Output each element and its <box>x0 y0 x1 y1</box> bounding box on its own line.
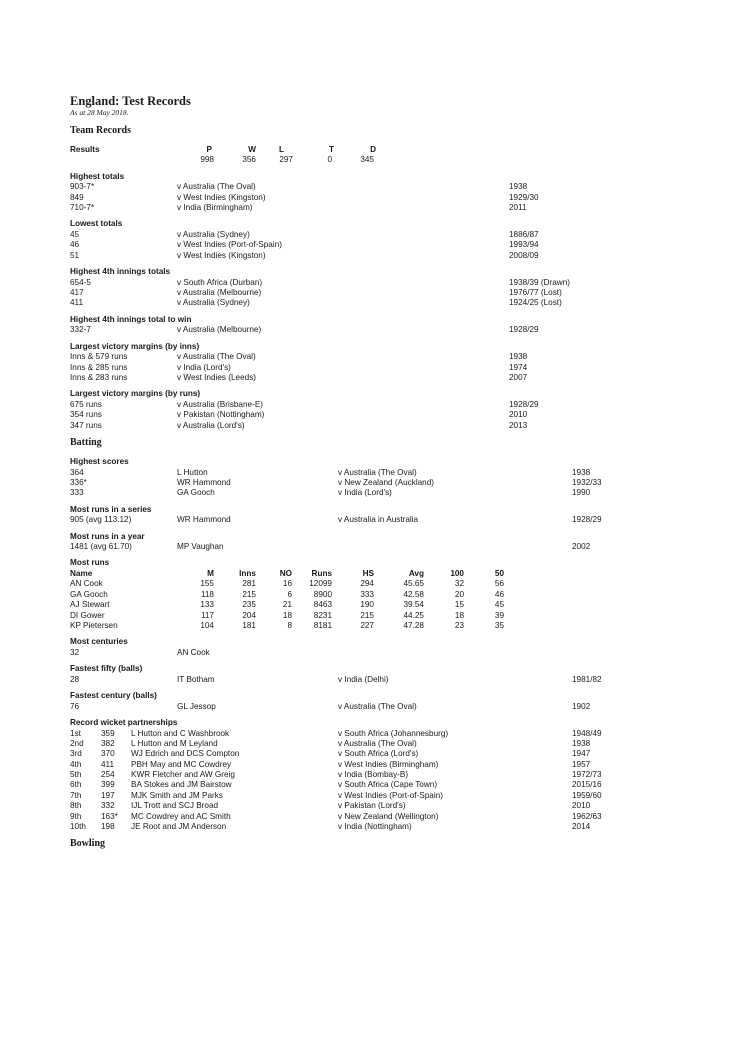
section-heading: Most runs in a series <box>70 504 152 514</box>
section-heading: Largest victory margins (by runs) <box>70 389 201 399</box>
cell-inns: 235 <box>242 600 256 610</box>
cell-name: DI Gower <box>70 610 105 620</box>
section-heading: Most centuries <box>70 637 128 647</box>
col-runs: Runs <box>311 568 332 578</box>
cell-name: GA Gooch <box>70 589 108 599</box>
record-year: 1938 <box>509 182 528 192</box>
record-opponent: v Pakistan (Nottingham) <box>177 410 265 420</box>
partnership-opponent: v Pakistan (Lord's) <box>338 801 406 811</box>
partnerships-section <box>70 718 690 832</box>
partnership-opponent: v India (Bombay-B) <box>338 770 409 780</box>
record-score: 336* <box>70 477 87 487</box>
cell-no: 21 <box>282 600 292 610</box>
team-records-heading: Team Records <box>70 125 132 136</box>
record-row <box>70 182 690 192</box>
victory-runs-section <box>70 389 690 431</box>
partnership-players: BA Stokes and JM Bairstow <box>131 780 232 790</box>
cell-m: 133 <box>200 600 214 610</box>
record-score: 45 <box>70 229 80 239</box>
partnership-wicket: 6th <box>70 780 82 790</box>
cell-runs: 8181 <box>313 620 332 630</box>
partnership-players: MJK Smith and JM Parks <box>131 790 223 800</box>
cell-avg: 42.58 <box>403 589 424 599</box>
record-year: 1938 <box>509 352 528 362</box>
lowest-totals-section <box>70 219 690 261</box>
cell-runs: 8231 <box>313 610 332 620</box>
record-opponent: v Australia (Sydney) <box>177 298 250 308</box>
record-opponent: v New Zealand (Auckland) <box>338 477 435 487</box>
results-d: 345 <box>360 155 374 165</box>
cell-no: 18 <box>282 610 292 620</box>
record-year: 1928/29 <box>509 399 539 409</box>
record-row <box>70 400 690 410</box>
section-heading: Most runs <box>70 558 110 568</box>
section-heading: Record wicket partnerships <box>70 718 178 727</box>
cell-m: 117 <box>200 610 214 620</box>
record-opponent: v Australia (The Oval) <box>177 352 256 362</box>
record-opponent: v Australia (Melbourne) <box>177 288 262 298</box>
record-score: 332-7 <box>70 325 91 335</box>
record-opponent: v Australia (Sydney) <box>177 229 250 239</box>
cell-hs: 215 <box>360 610 374 620</box>
cell-100: 18 <box>454 610 464 620</box>
record-year: 2002 <box>572 542 591 552</box>
record-row <box>70 468 690 478</box>
results-l: 297 <box>279 155 293 165</box>
partnership-runs: 197 <box>101 790 115 800</box>
partnership-players: KWR Fletcher and AW Greig <box>131 770 235 780</box>
record-row <box>70 702 690 712</box>
partnership-row <box>70 791 690 801</box>
results-values-row <box>70 155 690 165</box>
record-year: 1928/29 <box>572 515 602 525</box>
partnership-wicket: 2nd <box>70 738 84 748</box>
record-year: 2007 <box>509 372 528 382</box>
cell-avg: 39.54 <box>403 600 424 610</box>
partnership-opponent: v Australia (The Oval) <box>338 738 417 748</box>
section-heading: Highest scores <box>70 457 129 467</box>
col-name: Name <box>70 568 93 578</box>
record-score: 903-7* <box>70 182 95 192</box>
partnership-players: L Hutton and C Washbrook <box>131 728 230 738</box>
record-opponent: v Australia (The Oval) <box>338 467 417 477</box>
record-player: L Hutton <box>177 467 208 477</box>
partnership-row <box>70 812 690 822</box>
record-score: Inns & 579 runs <box>70 352 128 362</box>
col-m: M <box>207 568 214 578</box>
highest-4th-innings-section <box>70 267 690 309</box>
cell-inns: 215 <box>242 589 256 599</box>
table-row <box>70 621 690 631</box>
record-opponent: v India (Lord's) <box>338 488 392 498</box>
record-year: 1902 <box>572 701 591 711</box>
partnership-year: 2010 <box>572 801 591 811</box>
record-row <box>70 542 690 552</box>
record-score: Inns & 283 runs <box>70 372 128 382</box>
record-score: 354 runs <box>70 410 102 420</box>
partnership-row <box>70 801 690 811</box>
cell-hs: 190 <box>360 600 374 610</box>
cell-50: 46 <box>494 589 504 599</box>
record-year: 1976/77 (Lost) <box>509 288 562 298</box>
partnership-runs: 382 <box>101 738 115 748</box>
partnership-players: L Hutton and M Leyland <box>131 738 218 748</box>
partnership-row <box>70 822 690 832</box>
partnership-year: 1962/63 <box>572 811 602 821</box>
cell-50: 35 <box>494 620 504 630</box>
partnership-wicket: 8th <box>70 801 82 811</box>
partnership-opponent: v West Indies (Port-of-Spain) <box>338 790 443 800</box>
cell-m: 155 <box>200 579 214 589</box>
partnership-year: 2015/16 <box>572 780 602 790</box>
partnership-row <box>70 739 690 749</box>
record-score: 76 <box>70 701 80 711</box>
partnership-row <box>70 780 690 790</box>
partnership-wicket: 1st <box>70 728 81 738</box>
section-heading: Fastest century (balls) <box>70 691 157 701</box>
table-row <box>70 579 690 589</box>
record-score: 417 <box>70 288 84 298</box>
record-year: 2008/09 <box>509 250 539 260</box>
record-row <box>70 373 690 383</box>
record-year: 1932/33 <box>572 477 602 487</box>
record-row <box>70 478 690 488</box>
partnership-runs: 254 <box>101 770 115 780</box>
record-player: MP Vaughan <box>177 542 224 552</box>
cell-hs: 227 <box>360 620 374 630</box>
section-heading: Highest totals <box>70 171 125 181</box>
cell-runs: 8900 <box>313 589 332 599</box>
cell-50: 39 <box>494 610 504 620</box>
partnership-players: WJ Edrich and DCS Compton <box>131 749 240 759</box>
section-heading: Fastest fifty (balls) <box>70 664 143 674</box>
cell-runs: 8463 <box>313 600 332 610</box>
cell-no: 8 <box>287 620 292 630</box>
cell-50: 45 <box>494 600 504 610</box>
record-score: 364 <box>70 467 84 477</box>
cell-name: AN Cook <box>70 579 103 589</box>
partnership-year: 1948/49 <box>572 728 602 738</box>
cell-100: 15 <box>454 600 464 610</box>
cell-name: AJ Stewart <box>70 600 110 610</box>
results-w: 356 <box>242 155 256 165</box>
record-player: WR Hammond <box>177 515 231 525</box>
record-score: 710-7* <box>70 203 95 213</box>
record-row <box>70 325 690 335</box>
section-heading: Largest victory margins (by inns) <box>70 341 200 351</box>
record-row <box>70 515 690 525</box>
record-year: 1928/29 <box>509 325 539 335</box>
as-at-date: As at 28 May 2018. <box>70 108 129 117</box>
record-opponent: v Australia in Australia <box>338 515 419 525</box>
record-opponent: v India (Lord's) <box>177 362 231 372</box>
record-year: 1938/39 (Drawn) <box>509 277 570 287</box>
cell-100: 23 <box>454 620 464 630</box>
record-row <box>70 203 690 213</box>
record-row <box>70 363 690 373</box>
cell-hs: 294 <box>360 579 374 589</box>
record-year: 1990 <box>572 488 591 498</box>
table-row <box>70 600 690 610</box>
record-row <box>70 352 690 362</box>
record-year: 1886/87 <box>509 229 539 239</box>
record-year: 2010 <box>509 410 528 420</box>
results-label: Results <box>70 145 100 154</box>
record-opponent: v India (Delhi) <box>338 674 389 684</box>
cell-no: 6 <box>287 589 292 599</box>
partnership-year: 1947 <box>572 749 591 759</box>
partnership-year: 1972/73 <box>572 770 602 780</box>
section-heading: Most runs in a year <box>70 531 145 541</box>
cell-100: 20 <box>454 589 464 599</box>
record-row <box>70 421 690 431</box>
results-col-l: L <box>278 145 284 154</box>
cell-inns: 181 <box>242 620 256 630</box>
record-opponent: v Australia (Melbourne) <box>177 325 262 335</box>
record-score: 654-5 <box>70 277 91 287</box>
cell-m: 118 <box>200 589 214 599</box>
results-col-w: W <box>248 145 256 154</box>
record-player: GL Jessop <box>177 701 216 711</box>
partnership-runs: 411 <box>101 759 115 769</box>
col-hs: HS <box>362 568 374 578</box>
cell-runs: 12099 <box>309 579 332 589</box>
record-row <box>70 488 690 498</box>
cell-inns: 281 <box>242 579 256 589</box>
partnership-row <box>70 749 690 759</box>
partnership-runs: 163* <box>101 811 118 821</box>
cell-50: 56 <box>494 579 504 589</box>
fastest-century-section <box>70 691 690 712</box>
most-runs-series-section <box>70 505 690 526</box>
record-row <box>70 298 690 308</box>
record-year: 1981/82 <box>572 674 602 684</box>
cell-no: 16 <box>282 579 292 589</box>
partnership-runs: 332 <box>101 801 115 811</box>
record-score: 347 runs <box>70 420 102 430</box>
partnership-players: MC Cowdrey and AC Smith <box>131 811 231 821</box>
col-100: 100 <box>450 568 464 578</box>
partnership-players: PBH May and MC Cowdrey <box>131 759 232 769</box>
record-player: GA Gooch <box>177 488 215 498</box>
partnership-runs: 399 <box>101 780 115 790</box>
bowling-heading: Bowling <box>70 838 106 850</box>
results-p: 998 <box>200 155 214 165</box>
record-score: 411 <box>70 298 84 308</box>
cell-inns: 204 <box>242 610 256 620</box>
record-opponent: v Australia (Lord's) <box>177 420 245 430</box>
record-score: 849 <box>70 192 84 202</box>
record-opponent: v West Indies (Leeds) <box>177 372 257 382</box>
record-score: 905 (avg 113.12) <box>70 515 132 525</box>
record-opponent: v Australia (Brisbane-E) <box>177 399 264 409</box>
results-col-t: T <box>328 145 334 154</box>
record-year: 1974 <box>509 362 528 372</box>
cell-100: 32 <box>454 579 464 589</box>
record-opponent: v West Indies (Kingston) <box>177 250 266 260</box>
record-opponent: v West Indies (Kingston) <box>177 192 266 202</box>
record-year: 1929/30 <box>509 192 539 202</box>
partnership-runs: 198 <box>101 822 115 832</box>
record-row <box>70 675 690 685</box>
partnership-players: JE Root and JM Anderson <box>131 822 227 832</box>
col-inns: Inns <box>239 568 256 578</box>
most-runs-header-row <box>70 569 690 579</box>
cell-avg: 44.25 <box>403 610 424 620</box>
partnership-opponent: v South Africa (Lord's) <box>338 749 419 759</box>
partnership-wicket: 3rd <box>70 749 82 759</box>
partnership-opponent: v India (Nottingham) <box>338 822 412 832</box>
record-score: 51 <box>70 250 80 260</box>
records-page <box>70 94 690 858</box>
record-row <box>70 648 690 658</box>
partnership-wicket: 5th <box>70 770 82 780</box>
record-opponent: v Australia (The Oval) <box>338 701 417 711</box>
record-player: AN Cook <box>177 647 210 657</box>
results-t: 0 <box>327 155 332 165</box>
partnership-opponent: v West Indies (Birmingham) <box>338 759 439 769</box>
record-score: 333 <box>70 488 84 498</box>
record-score: 28 <box>70 674 80 684</box>
record-row <box>70 410 690 420</box>
partnership-year: 1957 <box>572 759 591 769</box>
partnership-year: 1959/60 <box>572 790 602 800</box>
partnership-opponent: v New Zealand (Wellington) <box>338 811 439 821</box>
victory-inns-section <box>70 342 690 384</box>
results-header-row <box>70 145 690 155</box>
col-50: 50 <box>494 568 504 578</box>
fastest-fifty-section <box>70 664 690 685</box>
partnership-row <box>70 760 690 770</box>
cell-name: KP Pietersen <box>70 620 118 630</box>
partnership-wicket: 7th <box>70 790 82 800</box>
record-row <box>70 193 690 203</box>
record-player: WR Hammond <box>177 477 231 487</box>
partnership-year: 1938 <box>572 738 591 748</box>
record-year: 1924/25 (Lost) <box>509 298 562 308</box>
record-score: 675 runs <box>70 399 102 409</box>
record-opponent: v Australia (The Oval) <box>177 182 256 192</box>
partnership-opponent: v South Africa (Cape Town) <box>338 780 438 790</box>
record-opponent: v India (Birmingham) <box>177 203 253 213</box>
record-row <box>70 240 690 250</box>
cell-avg: 47.28 <box>403 620 424 630</box>
section-heading: Lowest totals <box>70 219 123 229</box>
partnership-opponent: v South Africa (Johannesburg) <box>338 728 449 738</box>
partnership-row <box>70 729 690 739</box>
col-no: NO <box>279 568 292 578</box>
record-opponent: v West Indies (Port-of-Spain) <box>177 240 282 250</box>
record-year: 1938 <box>572 467 591 477</box>
highest-scores-section <box>70 457 690 499</box>
partnership-players: IJL Trott and SCJ Broad <box>131 801 219 811</box>
partnership-row <box>70 770 690 780</box>
record-year: 2013 <box>509 420 528 430</box>
partnership-wicket: 4th <box>70 759 82 769</box>
batting-heading: Batting <box>70 437 102 449</box>
cell-hs: 333 <box>360 589 374 599</box>
table-row <box>70 611 690 621</box>
record-row <box>70 251 690 261</box>
record-score: Inns & 285 runs <box>70 362 128 372</box>
record-score: 1481 (avg 61.70) <box>70 542 132 552</box>
record-row <box>70 230 690 240</box>
section-heading: Highest 4th innings totals <box>70 267 171 277</box>
most-centuries-section <box>70 637 690 658</box>
results-col-d: D <box>370 145 376 154</box>
results-section <box>70 145 690 166</box>
most-runs-section <box>70 558 690 631</box>
highest-totals-section <box>70 172 690 214</box>
col-avg: Avg <box>408 568 424 578</box>
results-col-p: P <box>206 145 212 154</box>
partnership-year: 2014 <box>572 822 591 832</box>
record-player: IT Botham <box>177 674 215 684</box>
partnership-wicket: 10th <box>70 822 86 832</box>
section-heading: Highest 4th innings total to win <box>70 314 192 324</box>
most-runs-year-section <box>70 532 690 553</box>
record-row <box>70 288 690 298</box>
partnership-runs: 359 <box>101 728 115 738</box>
cell-avg: 45.65 <box>403 579 424 589</box>
record-score: 46 <box>70 240 80 250</box>
record-year: 2011 <box>509 203 527 213</box>
partnership-wicket: 9th <box>70 811 82 821</box>
record-year: 1993/94 <box>509 240 539 250</box>
page-title: England: Test Records <box>70 94 191 108</box>
record-score: 32 <box>70 647 80 657</box>
record-opponent: v South Africa (Durban) <box>177 277 263 287</box>
cell-m: 104 <box>200 620 214 630</box>
record-row <box>70 278 690 288</box>
highest-4th-win-section <box>70 315 690 336</box>
partnership-runs: 370 <box>101 749 115 759</box>
table-row <box>70 590 690 600</box>
